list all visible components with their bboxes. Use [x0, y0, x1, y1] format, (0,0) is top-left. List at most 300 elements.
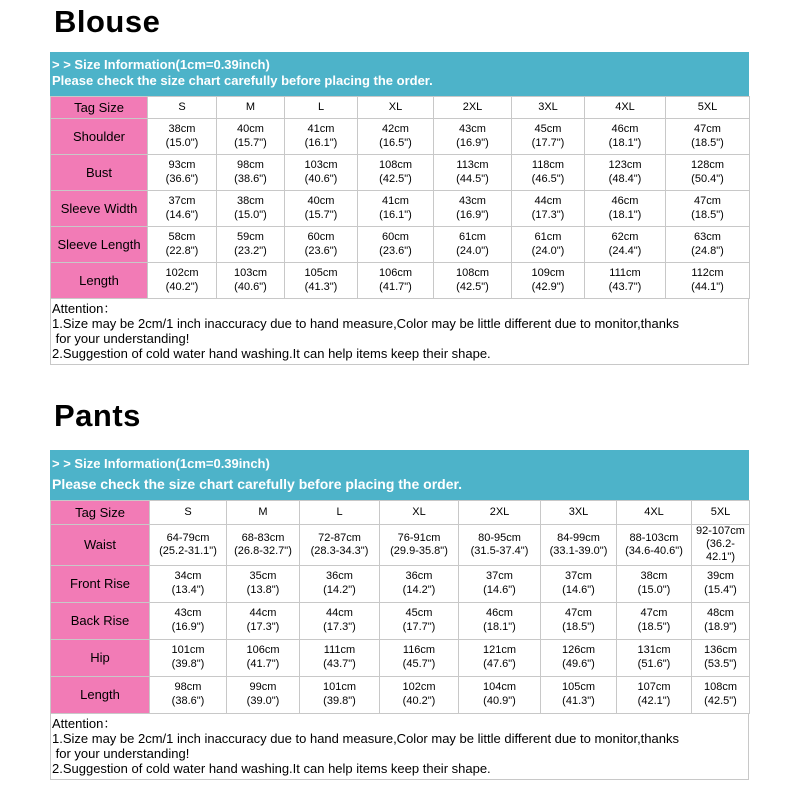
pants-size-cell	[300, 525, 380, 566]
blouse-size-cell	[358, 263, 434, 299]
pants-inch-value: (18.5")	[562, 620, 595, 633]
pants-size-cell	[150, 565, 227, 602]
pants-size-header: 2XL	[459, 501, 541, 525]
blouse-cm-value: 62cm	[611, 231, 639, 244]
pants-banner-line1: > > Size Information(1cm=0.39inch)	[52, 456, 270, 471]
blouse-inch-value: (15.0")	[165, 136, 199, 149]
blouse-cm-value: 45cm	[534, 123, 562, 136]
blouse-size-cell	[512, 263, 585, 299]
blouse-cm-value: 112cm	[691, 267, 724, 280]
pants-cm-value: 37cm	[486, 570, 513, 583]
blouse-size-chart	[50, 52, 749, 365]
pants-cm-value: 108cm	[703, 681, 738, 694]
pants-size-cell	[459, 639, 541, 676]
pants-inch-value: (14.6")	[562, 583, 595, 596]
blouse-size-cell	[512, 155, 585, 191]
blouse-cm-value: 108cm	[378, 159, 413, 172]
pants-size-header: L	[300, 501, 380, 525]
blouse-inch-value: (18.5")	[691, 208, 724, 221]
blouse-cm-value: 118cm	[531, 159, 565, 172]
blouse-size-cell	[285, 119, 358, 155]
blouse-size-header: 2XL	[434, 97, 512, 119]
blouse-inch-value: (23.6")	[379, 244, 412, 257]
pants-attention-notes	[50, 714, 749, 780]
blouse-cm-value: 123cm	[608, 159, 642, 172]
pants-cm-value: 76-91cm	[397, 531, 441, 544]
blouse-inch-value: (24.4")	[608, 244, 642, 257]
pants-inch-value: (33.1-39.0")	[549, 544, 608, 557]
blouse-cm-value: 103cm	[233, 267, 268, 280]
blouse-size-cell	[434, 191, 512, 227]
blouse-inch-value: (40.6")	[234, 280, 267, 293]
blouse-inch-value: (42.5")	[456, 280, 489, 293]
blouse-inch-value: (16.9")	[456, 208, 489, 221]
blouse-inch-value: (41.3")	[304, 280, 338, 293]
pants-size-cell	[541, 639, 617, 676]
blouse-inch-value: (44.1")	[691, 280, 724, 293]
blouse-inch-value: (41.7")	[379, 280, 412, 293]
pants-inch-value: (16.9")	[171, 620, 205, 633]
pants-inch-value: (47.6")	[483, 657, 516, 670]
pants-cm-value: 126cm	[561, 644, 596, 657]
blouse-inch-value: (22.8")	[165, 244, 199, 257]
pants-row-label: Hip	[51, 639, 150, 676]
pants-cm-value: 98cm	[174, 681, 202, 694]
pants-cm-value: 48cm	[707, 607, 734, 620]
blouse-cm-value: 41cm	[307, 123, 335, 136]
blouse-size-cell	[148, 263, 217, 299]
blouse-size-table	[50, 96, 750, 299]
pants-cm-value: 88-103cm	[629, 531, 679, 544]
blouse-cm-value: 59cm	[237, 231, 264, 244]
blouse-size-cell	[434, 227, 512, 263]
pants-inch-value: (45.7")	[402, 657, 436, 670]
pants-cm-value: 106cm	[246, 644, 280, 657]
pants-inch-value: (40.2")	[402, 694, 436, 707]
blouse-size-cell	[585, 263, 666, 299]
blouse-size-cell	[148, 191, 217, 227]
blouse-header-row	[51, 97, 750, 119]
blouse-inch-value: (18.1")	[608, 208, 642, 221]
pants-size-cell	[459, 565, 541, 602]
blouse-cm-value: 106cm	[378, 267, 413, 280]
pants-size-cell	[459, 602, 541, 639]
pants-inch-value: (42.5")	[704, 694, 737, 707]
blouse-size-cell	[217, 191, 285, 227]
blouse-size-header: S	[148, 97, 217, 119]
blouse-size-cell	[285, 263, 358, 299]
blouse-cm-value: 108cm	[455, 267, 490, 280]
pants-cm-value: 92-107cm	[696, 525, 745, 537]
pants-size-cell	[227, 525, 300, 566]
blouse-cm-value: 109cm	[531, 267, 565, 280]
pants-size-cell	[300, 565, 380, 602]
blouse-inch-value: (17.7")	[531, 136, 565, 149]
blouse-inch-value: (16.9")	[456, 136, 489, 149]
blouse-inch-value: (14.6")	[165, 208, 199, 221]
pants-size-header: M	[227, 501, 300, 525]
pants-cm-value: 37cm	[565, 570, 592, 583]
pants-cm-value: 101cm	[171, 644, 205, 657]
pants-inch-value: (40.9")	[483, 694, 516, 707]
blouse-cm-value: 103cm	[304, 159, 338, 172]
pants-inch-value: (17.3")	[323, 620, 356, 633]
pants-inch-value: (14.6")	[483, 583, 516, 596]
pants-size-cell	[459, 525, 541, 566]
pants-size-cell	[227, 565, 300, 602]
pants-inch-value: (13.4")	[171, 583, 205, 596]
blouse-size-cell	[285, 155, 358, 191]
blouse-size-cell	[666, 155, 750, 191]
pants-size-cell	[300, 639, 380, 676]
pants-size-header: S	[150, 501, 227, 525]
pants-title: Pants	[54, 398, 141, 433]
blouse-cm-value: 42cm	[382, 123, 409, 136]
blouse-size-cell	[358, 191, 434, 227]
pants-cm-value: 68-83cm	[241, 531, 285, 544]
pants-inch-value: (15.0")	[637, 583, 671, 596]
blouse-size-header: XL	[358, 97, 434, 119]
pants-inch-value: (34.6-40.6")	[625, 544, 683, 557]
pants-cm-value: 44cm	[326, 607, 353, 620]
blouse-size-cell	[512, 227, 585, 263]
pants-size-chart	[50, 450, 749, 780]
pants-banner-line2: Please check the size chart carefully before placing the order.	[52, 476, 463, 492]
blouse-size-cell	[285, 191, 358, 227]
blouse-size-cell	[585, 155, 666, 191]
blouse-banner-line1: > > Size Information(1cm=0.39inch)	[52, 57, 270, 72]
pants-cm-value: 46cm	[486, 607, 513, 620]
pants-inch-value: (39.0")	[246, 694, 280, 707]
pants-inch-value: (49.6")	[562, 657, 595, 670]
blouse-size-header: 4XL	[585, 97, 666, 119]
pants-size-cell	[617, 602, 692, 639]
blouse-cm-value: 60cm	[307, 231, 335, 244]
pants-inch-value: (14.2")	[402, 583, 436, 596]
pants-cm-value: 84-99cm	[557, 531, 600, 544]
blouse-size-header: 3XL	[512, 97, 585, 119]
blouse-cm-value: 41cm	[382, 195, 409, 208]
blouse-size-cell	[217, 227, 285, 263]
blouse-measurement-row	[51, 119, 750, 155]
pants-size-cell	[692, 565, 750, 602]
blouse-inch-value: (24.0")	[531, 244, 565, 257]
pants-measurement-row	[51, 602, 750, 639]
pants-size-cell	[300, 676, 380, 713]
blouse-size-cell	[666, 227, 750, 263]
blouse-attention-note: 2.Suggestion of cold water hand washing.It can help items keep their shape.	[52, 346, 491, 361]
pants-attention-heading: Attention：	[52, 715, 117, 731]
pants-size-cell	[692, 602, 750, 639]
blouse-measurement-row	[51, 227, 750, 263]
blouse-inch-value: (40.2")	[165, 280, 199, 293]
pants-cm-value: 64-79cm	[166, 531, 210, 544]
blouse-cm-value: 40cm	[237, 123, 264, 136]
pants-size-cell	[541, 602, 617, 639]
pants-size-cell	[150, 602, 227, 639]
blouse-cm-value: 113cm	[456, 159, 489, 172]
pants-size-cell	[150, 676, 227, 713]
pants-inch-value: (51.6")	[637, 657, 671, 670]
pants-inch-value: (25.2-31.1")	[159, 544, 217, 557]
blouse-inch-value: (23.6")	[304, 244, 338, 257]
blouse-inch-value: (15.0")	[234, 208, 267, 221]
blouse-size-cell	[217, 119, 285, 155]
pants-cm-value: 39cm	[707, 570, 734, 583]
blouse-inch-value: (15.7")	[304, 208, 338, 221]
pants-size-cell	[617, 565, 692, 602]
blouse-inch-value: (17.3")	[531, 208, 565, 221]
blouse-inch-value: (23.2")	[234, 244, 267, 257]
pants-size-cell	[380, 639, 459, 676]
blouse-cm-value: 111cm	[609, 267, 641, 280]
blouse-size-cell	[512, 191, 585, 227]
blouse-inch-value: (24.8")	[691, 244, 724, 257]
blouse-inch-value: (48.4")	[608, 172, 642, 185]
blouse-size-cell	[434, 119, 512, 155]
blouse-size-cell	[217, 155, 285, 191]
pants-cm-value: 47cm	[565, 607, 592, 620]
pants-size-cell	[227, 602, 300, 639]
blouse-size-cell	[585, 191, 666, 227]
pants-inch-value: (26.8-32.7")	[234, 544, 292, 557]
blouse-cm-value: 44cm	[534, 195, 562, 208]
pants-attention-note: for your understanding!	[52, 745, 190, 761]
blouse-cm-value: 58cm	[168, 231, 196, 244]
blouse-inch-value: (24.0")	[456, 244, 489, 257]
blouse-size-cell	[666, 191, 750, 227]
pants-row-label: Length	[51, 676, 150, 713]
pants-size-cell	[380, 565, 459, 602]
blouse-inch-value: (40.6")	[304, 172, 338, 185]
blouse-measurement-row	[51, 263, 750, 299]
blouse-inch-value: (16.1")	[304, 136, 338, 149]
pants-inch-value: (39.8")	[171, 657, 205, 670]
blouse-inch-value: (15.7")	[234, 136, 267, 149]
blouse-cm-value: 47cm	[694, 123, 721, 136]
blouse-inch-value: (42.9")	[531, 280, 565, 293]
pants-size-cell	[541, 565, 617, 602]
pants-cm-value: 99cm	[249, 681, 277, 694]
blouse-cm-value: 43cm	[459, 123, 486, 136]
pants-cm-value: 47cm	[640, 607, 668, 620]
blouse-size-cell	[148, 227, 217, 263]
blouse-cm-value: 40cm	[307, 195, 335, 208]
blouse-attention-note: 1.Size may be 2cm/1 inch inaccuracy due to hand measure,Color may be little different due to monitor,thanks	[52, 316, 679, 331]
blouse-inch-value: (16.5")	[379, 136, 412, 149]
pants-size-cell	[459, 676, 541, 713]
pants-cm-value: 80-95cm	[478, 531, 521, 544]
blouse-attention-notes	[50, 299, 749, 365]
blouse-inch-value: (50.4")	[691, 172, 724, 185]
pants-cm-value: 121cm	[482, 644, 517, 657]
blouse-cm-value: 43cm	[459, 195, 486, 208]
blouse-size-cell	[148, 119, 217, 155]
pants-size-table	[50, 500, 750, 714]
pants-size-cell	[692, 525, 750, 566]
pants-cm-value: 36cm	[326, 570, 353, 583]
blouse-size-cell	[512, 119, 585, 155]
pants-size-cell	[300, 602, 380, 639]
blouse-size-cell	[148, 155, 217, 191]
pants-cm-value: 136cm	[703, 644, 738, 657]
blouse-measurement-row	[51, 155, 750, 191]
pants-header-label: Tag Size	[51, 501, 150, 525]
pants-size-cell	[227, 639, 300, 676]
blouse-row-label: Shoulder	[51, 119, 148, 155]
pants-cm-value: 111cm	[323, 644, 356, 657]
pants-header-row	[51, 501, 750, 525]
blouse-inch-value: (44.5")	[456, 172, 489, 185]
blouse-attention-note: for your understanding!	[52, 331, 190, 346]
blouse-size-header: 5XL	[666, 97, 750, 119]
pants-size-header: 4XL	[617, 501, 692, 525]
pants-size-cell	[541, 676, 617, 713]
pants-cm-value: 104cm	[482, 681, 517, 694]
blouse-size-header: L	[285, 97, 358, 119]
pants-measurement-row	[51, 565, 750, 602]
pants-inch-value: (36.2-42.1")	[706, 538, 735, 564]
pants-measurement-row	[51, 525, 750, 566]
blouse-size-cell	[358, 119, 434, 155]
blouse-cm-value: 38cm	[168, 123, 196, 136]
pants-cm-value: 116cm	[402, 644, 436, 657]
pants-size-cell	[380, 602, 459, 639]
pants-size-banner	[50, 450, 749, 500]
blouse-inch-value: (43.7")	[608, 280, 642, 293]
blouse-cm-value: 98cm	[237, 159, 264, 172]
blouse-measurement-row	[51, 191, 750, 227]
blouse-cm-value: 102cm	[165, 267, 199, 280]
blouse-cm-value: 105cm	[304, 267, 338, 280]
pants-attention-note: 2.Suggestion of cold water hand washing.It can help items keep their shape.	[52, 760, 491, 776]
blouse-header-label: Tag Size	[51, 97, 148, 119]
blouse-size-banner	[50, 52, 749, 96]
pants-inch-value: (28.3-34.3")	[310, 544, 369, 557]
pants-inch-value: (43.7")	[323, 657, 356, 670]
pants-inch-value: (29.9-35.8")	[390, 544, 448, 557]
pants-inch-value: (17.3")	[246, 620, 280, 633]
blouse-cm-value: 46cm	[611, 195, 639, 208]
blouse-size-cell	[285, 227, 358, 263]
pants-row-label: Front Rise	[51, 565, 150, 602]
blouse-size-cell	[217, 263, 285, 299]
pants-row-label: Back Rise	[51, 602, 150, 639]
pants-inch-value: (18.1")	[483, 620, 516, 633]
pants-cm-value: 45cm	[405, 607, 433, 620]
pants-inch-value: (53.5")	[704, 657, 737, 670]
blouse-size-cell	[585, 119, 666, 155]
pants-size-cell	[380, 525, 459, 566]
blouse-inch-value: (18.5")	[691, 136, 724, 149]
pants-attention-note: 1.Size may be 2cm/1 inch inaccuracy due to hand measure,Color may be little different due to monitor,thanks	[52, 730, 679, 746]
pants-size-cell	[617, 676, 692, 713]
blouse-row-label: Bust	[51, 155, 148, 191]
pants-size-cell	[150, 525, 227, 566]
pants-size-header: 3XL	[541, 501, 617, 525]
blouse-size-cell	[666, 119, 750, 155]
pants-cm-value: 131cm	[637, 644, 671, 657]
pants-cm-value: 105cm	[561, 681, 596, 694]
blouse-row-label: Sleeve Width	[51, 191, 148, 227]
blouse-cm-value: 128cm	[690, 159, 725, 172]
pants-size-cell	[380, 676, 459, 713]
pants-inch-value: (42.1")	[637, 694, 671, 707]
pants-cm-value: 102cm	[402, 681, 436, 694]
pants-size-cell	[541, 525, 617, 566]
blouse-size-header: M	[217, 97, 285, 119]
blouse-attention-heading: Attention：	[52, 301, 117, 316]
pants-size-cell	[692, 639, 750, 676]
pants-inch-value: (31.5-37.4")	[470, 544, 529, 557]
pants-cm-value: 72-87cm	[318, 531, 361, 544]
pants-size-header: 5XL	[692, 501, 750, 525]
pants-measurement-row	[51, 676, 750, 713]
pants-inch-value: (15.4")	[704, 583, 737, 596]
pants-size-cell	[227, 676, 300, 713]
blouse-size-cell	[434, 263, 512, 299]
blouse-cm-value: 47cm	[694, 195, 721, 208]
pants-inch-value: (38.6")	[171, 694, 205, 707]
blouse-title: Blouse	[54, 4, 161, 39]
blouse-cm-value: 63cm	[694, 231, 721, 244]
blouse-banner-line2: Please check the size chart carefully before placing the order.	[52, 73, 433, 88]
blouse-row-label: Sleeve Length	[51, 227, 148, 263]
blouse-size-cell	[434, 155, 512, 191]
blouse-cm-value: 37cm	[168, 195, 196, 208]
blouse-size-cell	[358, 155, 434, 191]
blouse-inch-value: (46.5")	[531, 172, 565, 185]
blouse-size-cell	[358, 227, 434, 263]
pants-size-cell	[617, 639, 692, 676]
blouse-size-cell	[666, 263, 750, 299]
blouse-cm-value: 61cm	[459, 231, 486, 244]
blouse-cm-value: 60cm	[382, 231, 409, 244]
blouse-cm-value: 38cm	[237, 195, 264, 208]
pants-measurement-row	[51, 639, 750, 676]
pants-cm-value: 36cm	[405, 570, 433, 583]
pants-inch-value: (18.9")	[704, 620, 737, 633]
pants-cm-value: 107cm	[637, 681, 671, 694]
pants-inch-value: (13.8")	[246, 583, 280, 596]
blouse-row-label: Length	[51, 263, 148, 299]
blouse-size-cell	[585, 227, 666, 263]
pants-inch-value: (14.2")	[323, 583, 356, 596]
blouse-cm-value: 46cm	[611, 123, 639, 136]
pants-inch-value: (41.3")	[562, 694, 595, 707]
blouse-cm-value: 93cm	[168, 159, 196, 172]
pants-inch-value: (17.7")	[402, 620, 436, 633]
pants-size-header: XL	[380, 501, 459, 525]
pants-size-cell	[617, 525, 692, 566]
blouse-inch-value: (18.1")	[608, 136, 642, 149]
blouse-inch-value: (38.6")	[234, 172, 267, 185]
pants-cm-value: 44cm	[249, 607, 277, 620]
pants-cm-value: 34cm	[174, 570, 202, 583]
blouse-inch-value: (42.5")	[379, 172, 412, 185]
pants-inch-value: (39.8")	[323, 694, 356, 707]
pants-row-label: Waist	[51, 525, 150, 566]
blouse-inch-value: (36.6")	[165, 172, 199, 185]
pants-cm-value: 35cm	[249, 570, 277, 583]
blouse-cm-value: 61cm	[534, 231, 562, 244]
pants-cm-value: 38cm	[640, 570, 668, 583]
pants-inch-value: (41.7")	[246, 657, 280, 670]
blouse-inch-value: (16.1")	[379, 208, 412, 221]
pants-inch-value: (18.5")	[637, 620, 671, 633]
pants-size-cell	[150, 639, 227, 676]
pants-cm-value: 43cm	[174, 607, 202, 620]
